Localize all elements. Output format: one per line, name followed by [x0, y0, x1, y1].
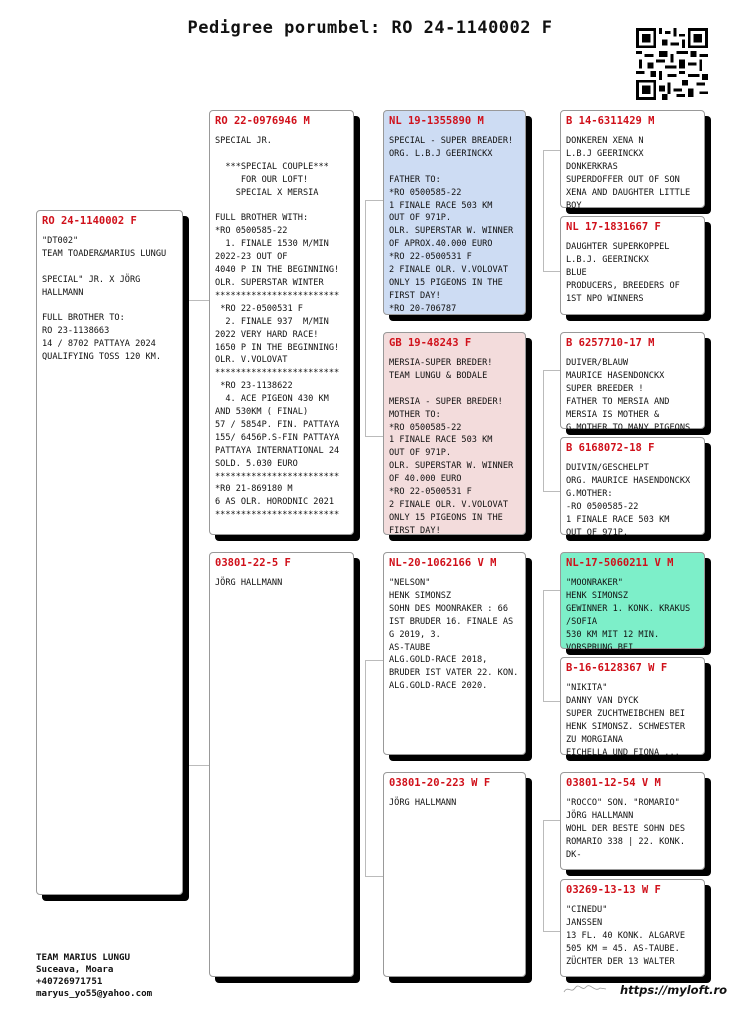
pedigree-card-sire-sire [383, 110, 526, 315]
team-location: Suceava, Moara [36, 964, 114, 975]
pedigree-card-sdd [560, 437, 705, 538]
connector-line [365, 660, 384, 877]
ring-number: 03269-13-13 W F [566, 884, 661, 896]
connector-line [185, 540, 186, 765]
pedigree-card-sss [560, 110, 705, 211]
ring-number: RO 22-0976946 M [215, 115, 310, 127]
pedigree-card-sds [560, 332, 705, 433]
connector-line [185, 765, 209, 766]
card-text: "MOONRAKER" HENK SIMONSZ GEWINNER 1. KONK. KRAKUS /SOFIA 530 KM MIT 12 MIN. VORSPRUNG BEI [566, 578, 691, 653]
pedigree-card-dsd [560, 657, 705, 758]
page-title: Pedigree porumbel: RO 24-1140002 F [187, 18, 553, 38]
card-text: DONKEREN XENA N L.B.J GEERINCKX DONKERKRAS SUPERDOFFER OUT OF SON XENA AND DAUGHTER LITTLE BOY [566, 136, 691, 211]
signature-logo [562, 983, 608, 995]
card-text: MERSIA-SUPER BREDER! TEAM LUNGU & BODALE MERSIA - SUPER BREDER! MOTHER TO: *RO 0500585-22 1 FINALE RACE 503 KM OUT OF 971P. OLR. SUPERSTAR W. WINNER OF 40.000 EURO *RO 22-0500531 F 2 FINALE OLR. V.VOLOVAT ONLY 15 PIGEONS IN THE FIRST DAY! [389, 358, 514, 536]
pedigree-card-dss [560, 552, 705, 653]
contact-footer [36, 952, 152, 1000]
card-text: "NELSON" HENK SIMONSZ SOHN DES MOONRAKER : 66 IST BRUDER 16. FINALE AS G 2019, 3. AS-TAUBE ALG.GOLD-RACE 2018, BRUDER IST VATER 22. KON. ALG.GOLD-RACE 2020. [389, 578, 519, 692]
ring-number: RO 24-1140002 F [42, 215, 137, 227]
team-email[interactable]: maryus_yo55@yahoo.com [36, 988, 153, 999]
ring-number: NL 17-1831667 F [566, 221, 661, 233]
ring-number: B 6257710-17 M [566, 337, 655, 349]
card-text: JÖRG HALLMANN [389, 798, 457, 808]
ring-number: GB 19-48243 F [389, 337, 472, 349]
qr-code [636, 28, 708, 100]
card-text: "DT002" TEAM TOADER&MARIUS LUNGU SPECIAL" JR. X JÖRG HALLMANN FULL BROTHER TO: RO 23-1138663 14 / 8702 PATTAYA 2024 QUALIFYING TOSS 120 KM. [42, 236, 167, 363]
ring-number: B 14-6311429 M [566, 115, 655, 127]
pedigree-card-ssd [560, 216, 705, 315]
pedigree-card-sire [209, 110, 354, 535]
pedigree-card-dds [560, 772, 705, 870]
card-text: SPECIAL JR. ***SPECIAL COUPLE*** FOR OUR LOFT! SPECIAL X MERSIA FULL BROTHER WITH: *RO 0500585-22 1. FINALE 1530 M/MIN 2022-23 OUT OF 4040 P IN THE BEGINNING! OLR. SUPERSTAR WINTER ************************ *RO 22-0500531 F 2. FINALE 937 M/MIN 2022 VERY HARD RACE! 1650 P IN THE BEGINNING! OLR. V.VOLOVAT ************************ *RO 23-1138622 4. ACE PIGEON 430 KM AND 530KM ( FINAL) 57 / 5854P. FIN. PATTAYA 155/ 6456P.S-FIN PATTAYA PATTAYA INTERNATIONAL 24 SOLD. 5.030 EURO ************************ *R0 21-869180 M 6 AS OLR. HORODNIC 2021 ************************ [215, 136, 340, 521]
ring-number: NL 19-1355890 M [389, 115, 484, 127]
card-text: DAUGHTER SUPERKOPPEL L.B.J. GEERINCKX BLUE PRODUCERS, BREEDERS OF 1ST NPO WINNERS [566, 242, 680, 304]
ring-number: 03801-12-54 V M [566, 777, 661, 789]
connector-line [365, 200, 384, 437]
card-text: "ROCCO" SON. "ROMARIO" JÖRG HALLMANN WOHL DER BESTE SOHN DES ROMARIO 338 | 22. KONK. DK- [566, 798, 685, 860]
card-text: "NIKITA" DANNY VAN DYCK SUPER ZUCHTWEIBCHEN BEI HENK SIMONSZ. SCHWESTER ZU MORGIANA EICHELLA UND FIONA ... [566, 683, 685, 758]
card-text: DUIVER/BLAUW MAURICE HASENDONCKX SUPER BREEDER ! FATHER TO MERSIA AND MERSIA IS MOTHER & G.MOTHER TO MANY PIGEONS [566, 358, 691, 433]
pedigree-card-dam-dam [383, 772, 526, 977]
card-text: "CINEDU" JANSSEN 13 FL. 40 KONK. ALGARVE 505 KM = 45. AS-TAUBE. ZÜCHTER DER 13 WALTER [566, 905, 685, 967]
ring-number: NL-17-5060211 V M [566, 557, 674, 569]
team-phone: +40726971751 [36, 976, 103, 987]
pedigree-card-ddd [560, 879, 705, 977]
ring-number: 03801-20-223 W F [389, 777, 491, 789]
ring-number: B-16-6128367 W F [566, 662, 668, 674]
pedigree-card-sire-dam [383, 332, 526, 535]
team-name: TEAM MARIUS LUNGU [36, 952, 131, 963]
pedigree-card-dam [209, 552, 354, 977]
pedigree-card-subject [36, 210, 183, 895]
connector-line [185, 300, 209, 301]
card-text: JÖRG HALLMANN [215, 578, 283, 588]
pedigree-card-dam-sire [383, 552, 526, 755]
card-text: SPECIAL - SUPER BREADER! ORG. L.B.J GEERINCKX FATHER TO: *RO 0500585-22 1 FINALE RACE 503 KM OUT OF 971P. OLR. SUPERSTAR W. WINNER OF APROX.40.000 EURO *RO 22-0500531 F 2 FINALE OLR. V.VOLOVAT ONLY 15 PIGEONS IN THE FIRST DAY! *RO 20-706787 [389, 136, 514, 314]
ring-number: B 6168072-18 F [566, 442, 655, 454]
ring-number: NL-20-1062166 V M [389, 557, 497, 569]
website-link[interactable]: https://myloft.ro [620, 983, 728, 997]
ring-number: 03801-22-5 F [215, 557, 291, 569]
card-text: DUIVIN/GESCHELPT ORG. MAURICE HASENDONCKX G.MOTHER: -RO 0500585-22 1 FINALE RACE 503 KM OUT OF 971P. [566, 463, 691, 538]
